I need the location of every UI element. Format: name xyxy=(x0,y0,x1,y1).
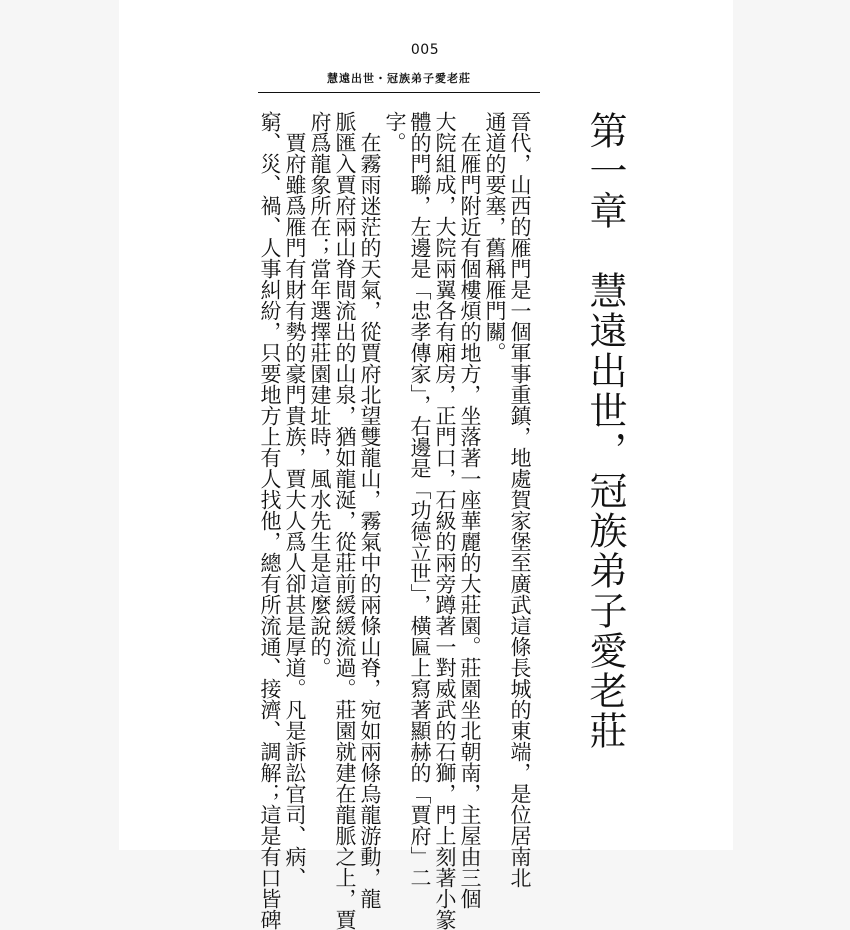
page-number: 005 xyxy=(410,42,440,58)
chapter-title: 第一章 慧遠出世，冠族弟子愛老莊 xyxy=(583,111,627,751)
text-column: 通道的要塞，舊稱雁門關。 xyxy=(483,111,507,363)
text-column: 賈府雖爲雁門有財有勢的豪門貴族，賈大人爲人卻甚是厚道。凡是訴訟官司、病、 xyxy=(283,111,307,888)
text-column: 字。 xyxy=(383,111,407,153)
body-text xyxy=(232,111,532,930)
text-column: 在雁門附近有個樓煩的地方，坐落著一座華麗的大莊園。莊園坐北朝南，主屋由三個 xyxy=(458,111,482,909)
text-column: 晉代，山西的雁門是一個軍事重鎮，地處賀家堡至廣武這條長城的東端，是位居南北 xyxy=(508,111,532,888)
text-column: 在霧雨迷茫的天氣，從賈府北望雙龍山，霧氣中的兩條山脊，宛如兩條烏龍游動，龍 xyxy=(358,111,382,909)
running-header-title: 慧遠出世・冠族弟子愛老莊 xyxy=(327,72,471,85)
text-column: 脈匯入賈府兩山脊間流出的山泉，猶如龍涎，從莊前緩緩流過。莊園就建在龍脈之上，賈 xyxy=(333,111,357,930)
text-column: 府爲龍象所在；當年選擇莊園建址時，風水先生是這麼說的。 xyxy=(308,111,332,678)
text-column: 體的門聯，左邊是「忠孝傳家」，右邊是「功德立世」，橫匾上寫著顯赫的「賈府」二 xyxy=(408,111,432,888)
text-column: 大院組成，大院兩翼各有廂房，正門口，石級的兩旁蹲著一對威武的石獅，門上刻著小篆 xyxy=(433,111,457,930)
text-column: 窮、災、禍、人事糾紛，只要地方上有人找他，總有所流通、接濟、調解；這是有口皆碑 xyxy=(258,111,282,930)
header-rule xyxy=(258,92,540,93)
